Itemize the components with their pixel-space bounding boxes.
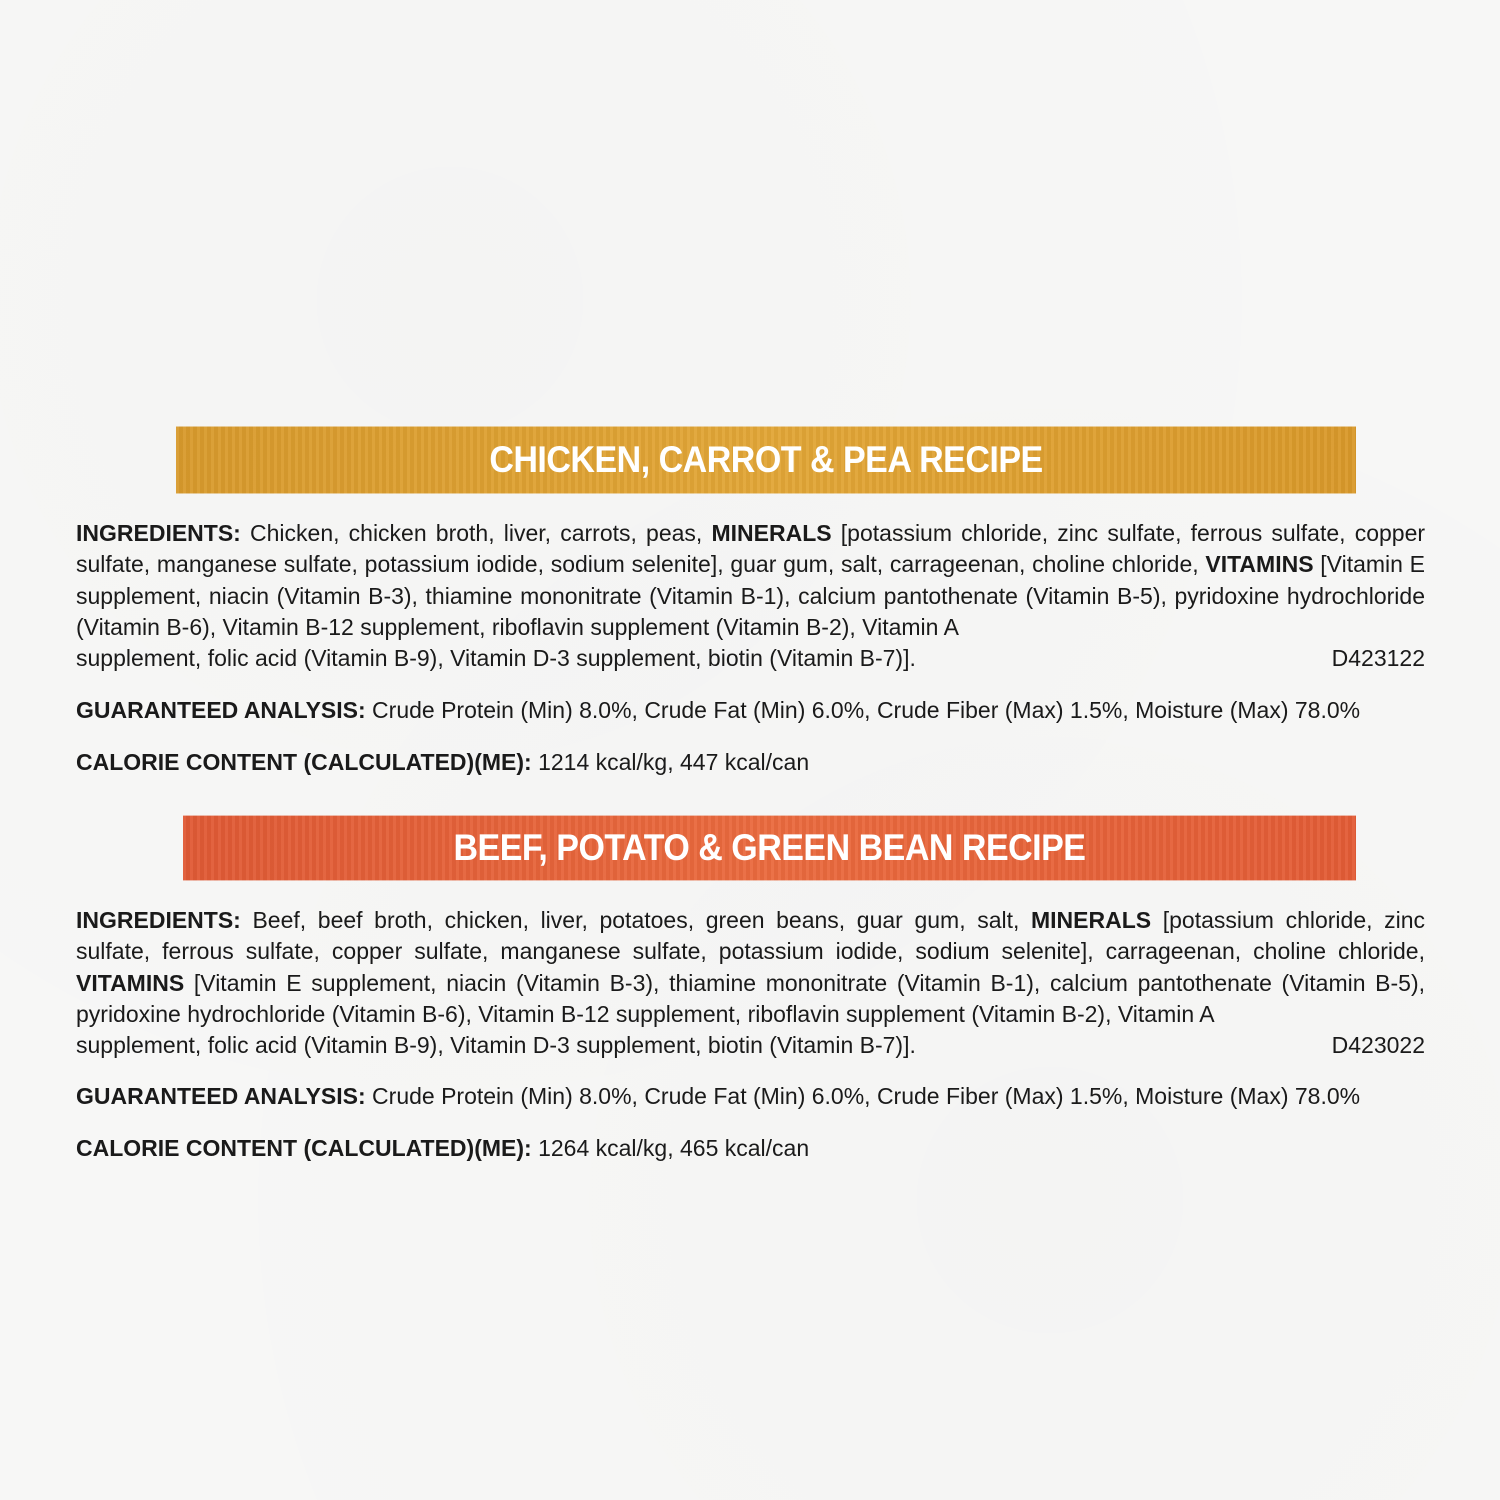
ingredients-part2: [potassium chloride, zinc sulfate, ferrous sulfate, copper sulfate, manganese sulfate, potassium iodide, sodium selenite], guar gum, salt, carrageenan, choline chloride, [76,520,1426,578]
minerals-label: MINERALS [711,520,832,546]
product-code: D423122 [1331,645,1425,672]
ingredients-label: INGREDIENTS: [76,520,241,546]
ingredients-part1: Beef, beef broth, chicken, liver, potatoes, green beans, guar gum, salt, [252,907,1020,933]
ingredients-part1: Chicken, chicken broth, liver, carrots, peas, [250,520,703,546]
ingredients-part3: [Vitamin E supplement, niacin (Vitamin B-3), thiamine mononitrate (Vitamin B-1), calcium pantothenate (Vitamin B-5), pyridoxine hydrochloride (Vitamin B-6), Vitamin B-12 supplement, riboflavin supplement (Vitamin B-2), Vitamin A [76,969,1426,1027]
ingredients-last: supplement, folic acid (Vitamin B-9), Vitamin D-3 supplement, biotin (Vitamin B-7)]. [76,1032,916,1059]
calorie-values: 1264 kcal/kg, 465 kcal/can [538,1135,810,1161]
ingredients-last-line [76,1030,1425,1061]
ingredients-last-line [76,643,1425,674]
ingredients-text [76,518,1425,643]
ingredients-label: INGREDIENTS: [76,907,241,933]
recipe-title: BEEF, POTATO & GREEN BEAN RECIPE [453,826,1086,868]
recipe-title: CHICKEN, CARROT & PEA RECIPE [489,438,1043,480]
vitamins-label: VITAMINS [76,969,185,996]
vitamins-label: VITAMINS [1205,551,1314,578]
analysis-values: Crude Protein (Min) 8.0%, Crude Fat (Min) 6.0%, Crude Fiber (Max) 1.5%, Moisture (Max) 78.0% [372,697,1361,723]
ingredients-last: supplement, folic acid (Vitamin B-9), Vitamin D-3 supplement, biotin (Vitamin B-7)]. [76,645,916,672]
product-code: D423022 [1331,1032,1425,1059]
ingredients-block [76,905,1425,1061]
minerals-label: MINERALS [1031,907,1152,933]
calorie-label: CALORIE CONTENT (CALCULATED)(ME): [76,1135,532,1161]
ingredients-block [76,518,1425,674]
ingredients-part3: [Vitamin E supplement, niacin (Vitamin B-3), thiamine mononitrate (Vitamin B-1), calcium pantothenate (Vitamin B-5), pyridoxine hydrochloride (Vitamin B-6), Vitamin B-12 supplement, riboflavin supplement (Vitamin B-2), Vitamin A [76,551,1425,640]
analysis-label: GUARANTEED ANALYSIS: [76,1083,366,1109]
calorie-content [76,749,1425,776]
guaranteed-analysis [76,1083,1425,1110]
analysis-values: Crude Protein (Min) 8.0%, Crude Fat (Min) 6.0%, Crude Fiber (Max) 1.5%, Moisture (Max) 78.0% [372,1083,1361,1109]
recipe-title-banner [176,427,1356,494]
calorie-values: 1214 kcal/kg, 447 kcal/can [538,749,810,775]
recipe-title-banner [183,816,1356,881]
analysis-label: GUARANTEED ANALYSIS: [76,697,366,723]
guaranteed-analysis [76,697,1425,724]
ingredients-part2: [potassium chloride, zinc sulfate, ferrous sulfate, copper sulfate, manganese sulfate, potassium iodide, sodium selenite], carrageenan, choline chloride, [76,907,1426,965]
ingredients-text [76,905,1425,1030]
calorie-label: CALORIE CONTENT (CALCULATED)(ME): [76,749,532,775]
calorie-content [76,1135,1425,1162]
